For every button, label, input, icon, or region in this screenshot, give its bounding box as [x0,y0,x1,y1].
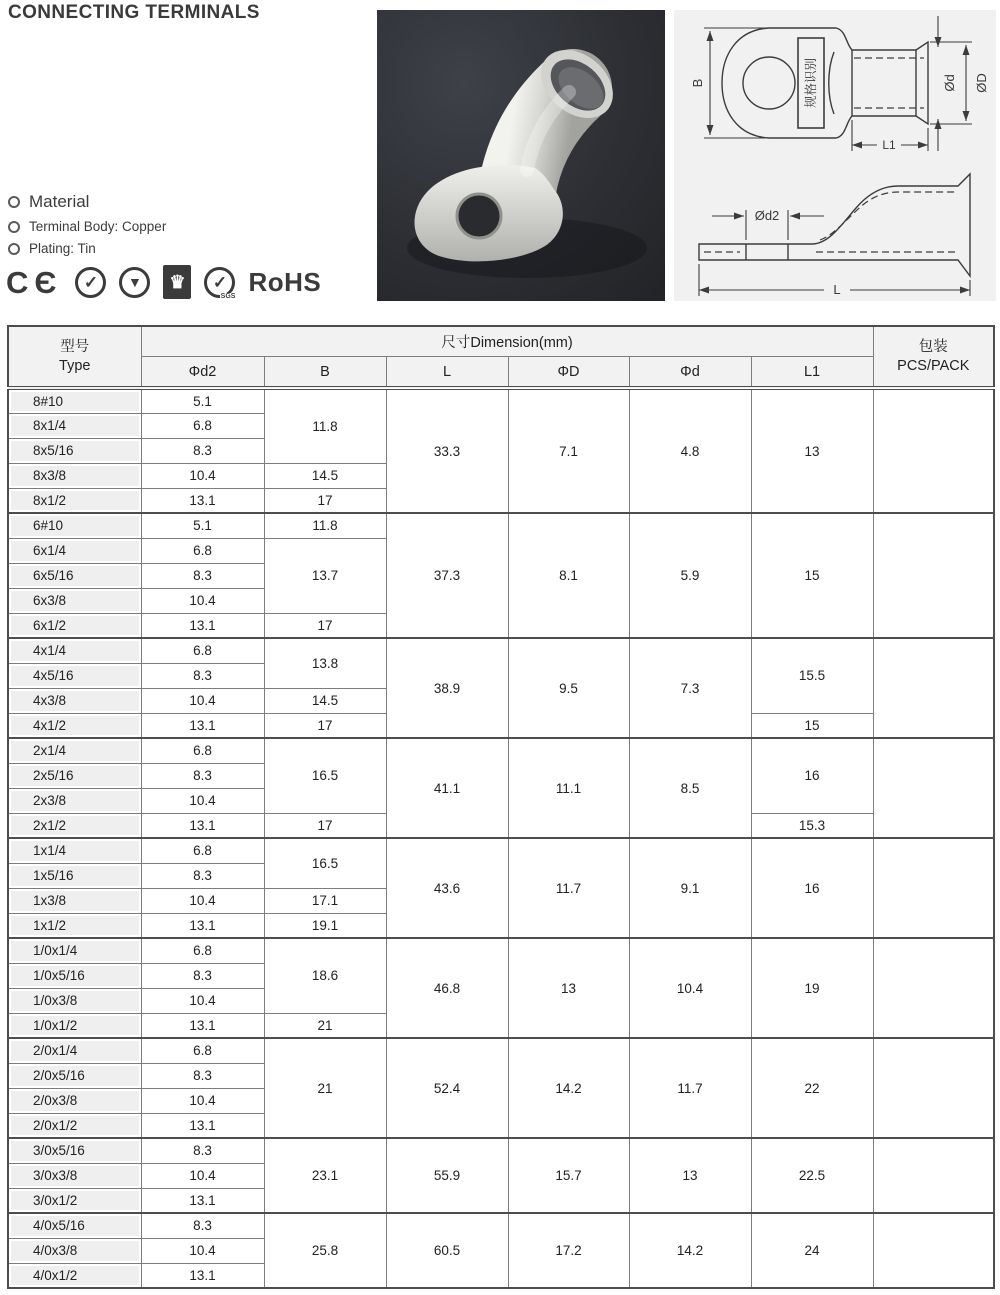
ce-mark-icon: CЄ [6,264,63,300]
type-cell: 1/0x5/16 [8,963,141,988]
value-cell: 10.4 [629,938,751,1038]
value-cell: 7.1 [508,388,629,513]
value-cell: 13.8 [264,638,386,688]
type-cell: 3/0x5/16 [8,1138,141,1163]
value-cell: 37.3 [386,513,508,638]
value-cell: 17 [264,488,386,513]
table-row [8,1213,994,1238]
page-title: CONNECTING TERMINALS [8,2,260,23]
value-cell: 60.5 [386,1213,508,1288]
value-cell: 13.1 [141,1188,264,1213]
type-cell: 8x3/8 [8,463,141,488]
terminal-lug-photo-illustration [377,10,665,301]
value-cell: 6.8 [141,938,264,963]
value-cell: 10.4 [141,1088,264,1113]
value-cell [873,388,994,513]
value-cell: 19 [751,938,873,1038]
value-cell: 5.1 [141,388,264,413]
check-glyph: ✓ [212,272,228,292]
value-cell: 14.2 [629,1213,751,1288]
type-cell: 2x5/16 [8,763,141,788]
value-cell: 16 [751,838,873,938]
table-row [8,938,994,963]
spec-id-label: 规格识别 [804,57,818,109]
type-cell: 6x1/2 [8,613,141,638]
pack-header-en: PCS/PACK [897,357,970,374]
dim-l1-label: L1 [882,138,896,152]
value-cell: 8.3 [141,963,264,988]
material-item-row [8,241,166,256]
value-cell: 15.7 [508,1138,629,1213]
value-cell: 8.3 [141,438,264,463]
value-cell [873,1138,994,1213]
table-row [8,638,994,663]
value-cell: 11.1 [508,738,629,838]
value-cell: 8.3 [141,663,264,688]
dim-b-label: B [690,78,705,88]
type-cell: 3/0x1/2 [8,1188,141,1213]
bullet-icon [8,243,20,255]
type-header-cn: 型号 [60,339,90,356]
type-cell: 3/0x3/8 [8,1163,141,1188]
value-cell [873,738,994,838]
col-header-bigd: ΦD [508,357,629,389]
dim-oD-label: ØD [974,73,989,93]
value-cell: 6.8 [141,538,264,563]
value-cell: 8.3 [141,1213,264,1238]
col-header-dimension-group: 尺寸Dimension(mm) [141,326,873,357]
bullet-icon [8,221,20,233]
type-cell: 4x5/16 [8,663,141,688]
table-row [8,838,994,863]
value-cell: 8.3 [141,563,264,588]
value-cell: 18.6 [264,938,386,1013]
value-cell: 8.5 [629,738,751,838]
value-cell [873,1038,994,1138]
value-cell: 21 [264,1038,386,1138]
value-cell: 19.1 [264,913,386,938]
value-cell: 16.5 [264,738,386,813]
value-cell: 46.8 [386,938,508,1038]
type-cell: 4x3/8 [8,688,141,713]
value-cell: 22 [751,1038,873,1138]
quality-check-cert-icon [75,267,106,298]
value-cell: 38.9 [386,638,508,738]
value-cell [873,513,994,638]
material-item: Plating: Tin [29,241,96,256]
sgs-text: SGS [220,292,236,300]
value-cell: 10.4 [141,688,264,713]
type-cell: 4x1/4 [8,638,141,663]
value-cell: 4.8 [629,388,751,513]
value-cell: 13.1 [141,1263,264,1288]
table-row [8,513,994,538]
type-cell: 4/0x3/8 [8,1238,141,1263]
type-cell: 2x1/4 [8,738,141,763]
certifications-row [6,261,321,303]
value-cell: 10.4 [141,1163,264,1188]
ukas-cert-icon [163,265,191,299]
value-cell: 13.1 [141,1113,264,1138]
value-cell: 17 [264,613,386,638]
value-cell: 8.3 [141,1138,264,1163]
value-cell: 5.1 [141,513,264,538]
type-header-en: Type [59,357,91,374]
value-cell: 9.5 [508,638,629,738]
value-cell: 6.8 [141,838,264,863]
value-cell: 16 [751,738,873,813]
value-cell: 25.8 [264,1213,386,1288]
type-cell: 1x1/2 [8,913,141,938]
type-cell: 2x3/8 [8,788,141,813]
value-cell: 15.5 [751,638,873,713]
header-row [8,326,994,357]
side-view-drawing [674,158,996,301]
value-cell [873,838,994,938]
value-cell: 13 [629,1138,751,1213]
dim-od-label: Ød [942,74,957,92]
value-cell: 41.1 [386,738,508,838]
rohs-label: RoHS [248,266,322,297]
iso-triangle-cert-icon [119,267,150,298]
table-row [8,1038,994,1063]
value-cell: 13.1 [141,813,264,838]
type-cell: 6x5/16 [8,563,141,588]
value-cell: 6.8 [141,1038,264,1063]
sgs-cert-icon [204,267,235,298]
value-cell: 11.7 [629,1038,751,1138]
type-cell: 1x5/16 [8,863,141,888]
value-cell: 11.7 [508,838,629,938]
product-photo [377,10,665,301]
value-cell: 11.8 [264,513,386,538]
value-cell: 55.9 [386,1138,508,1213]
value-cell: 15 [751,713,873,738]
value-cell: 33.3 [386,388,508,513]
technical-drawings [674,10,996,301]
value-cell: 13.1 [141,1013,264,1038]
value-cell: 15.3 [751,813,873,838]
value-cell: 6.8 [141,638,264,663]
value-cell: 10.4 [141,1238,264,1263]
type-cell: 6#10 [8,513,141,538]
value-cell: 8.3 [141,863,264,888]
value-cell: 24 [751,1213,873,1288]
pack-header-cn: 包装 [918,339,948,356]
value-cell: 14.5 [264,688,386,713]
col-header-l: L [386,357,508,389]
crown-glyph: ♛ [169,272,186,292]
type-cell: 4x1/2 [8,713,141,738]
value-cell: 17 [264,813,386,838]
table-row [8,1138,994,1163]
value-cell: 43.6 [386,838,508,938]
value-cell: 23.1 [264,1138,386,1213]
material-heading: Material [29,192,90,211]
value-cell: 10.4 [141,588,264,613]
type-cell: 4/0x5/16 [8,1213,141,1238]
value-cell: 21 [264,1013,386,1038]
type-cell: 2/0x3/8 [8,1088,141,1113]
value-cell: 17 [264,713,386,738]
material-item: Terminal Body: Copper [29,219,167,234]
type-cell: 2/0x5/16 [8,1063,141,1088]
col-header-l1: L1 [751,357,873,389]
value-cell [873,938,994,1038]
value-cell: 8.3 [141,1063,264,1088]
type-cell: 8x1/2 [8,488,141,513]
value-cell: 10.4 [141,463,264,488]
value-cell: 13.7 [264,538,386,613]
value-cell: 17.1 [264,888,386,913]
value-cell: 22.5 [751,1138,873,1213]
value-cell: 13.1 [141,913,264,938]
material-section [8,192,166,263]
col-header-d2: Φd2 [141,357,264,389]
value-cell: 8.1 [508,513,629,638]
col-header-smalld: Φd [629,357,751,389]
value-cell: 6.8 [141,738,264,763]
col-header-pack [873,326,994,388]
top-view-drawing [674,10,996,158]
value-cell: 13.1 [141,613,264,638]
material-heading-row [8,192,166,212]
value-cell: 6.8 [141,413,264,438]
value-cell [873,638,994,738]
value-cell [873,1213,994,1288]
type-cell: 2/0x1/4 [8,1038,141,1063]
col-header-type [8,326,141,388]
value-cell: 11.8 [264,388,386,463]
dim-l-label: L [833,282,841,297]
value-cell: 9.1 [629,838,751,938]
value-cell: 16.5 [264,838,386,888]
sub-header-row [8,357,994,389]
value-cell: 10.4 [141,988,264,1013]
type-cell: 4/0x1/2 [8,1263,141,1288]
value-cell: 13 [508,938,629,1038]
value-cell: 10.4 [141,888,264,913]
triangle-glyph: ▼ [128,274,142,290]
value-cell: 8.3 [141,763,264,788]
type-cell: 6x1/4 [8,538,141,563]
col-header-b: B [264,357,386,389]
type-cell: 2/0x1/2 [8,1113,141,1138]
value-cell: 14.2 [508,1038,629,1138]
check-glyph: ✓ [83,272,99,292]
type-cell: 8x1/4 [8,413,141,438]
bullet-icon [8,196,20,208]
value-cell: 10.4 [141,788,264,813]
type-cell: 1/0x1/4 [8,938,141,963]
type-cell: 8x5/16 [8,438,141,463]
table-row [8,388,994,413]
type-cell: 1/0x1/2 [8,1013,141,1038]
value-cell: 52.4 [386,1038,508,1138]
value-cell: 13 [751,388,873,513]
type-cell: 1x1/4 [8,838,141,863]
type-cell: 6x3/8 [8,588,141,613]
table-row [8,738,994,763]
value-cell: 7.3 [629,638,751,738]
type-cell: 2x1/2 [8,813,141,838]
value-cell: 13.1 [141,713,264,738]
dim-d2-label: Ød2 [754,208,780,223]
type-cell: 8#10 [8,388,141,413]
spec-table [7,325,995,1289]
value-cell: 14.5 [264,463,386,488]
spec-table-body [8,388,994,1288]
value-cell: 17.2 [508,1213,629,1288]
material-item-row [8,219,166,234]
value-cell: 13.1 [141,488,264,513]
type-cell: 1/0x3/8 [8,988,141,1013]
type-cell: 1x3/8 [8,888,141,913]
value-cell: 5.9 [629,513,751,638]
value-cell: 15 [751,513,873,638]
